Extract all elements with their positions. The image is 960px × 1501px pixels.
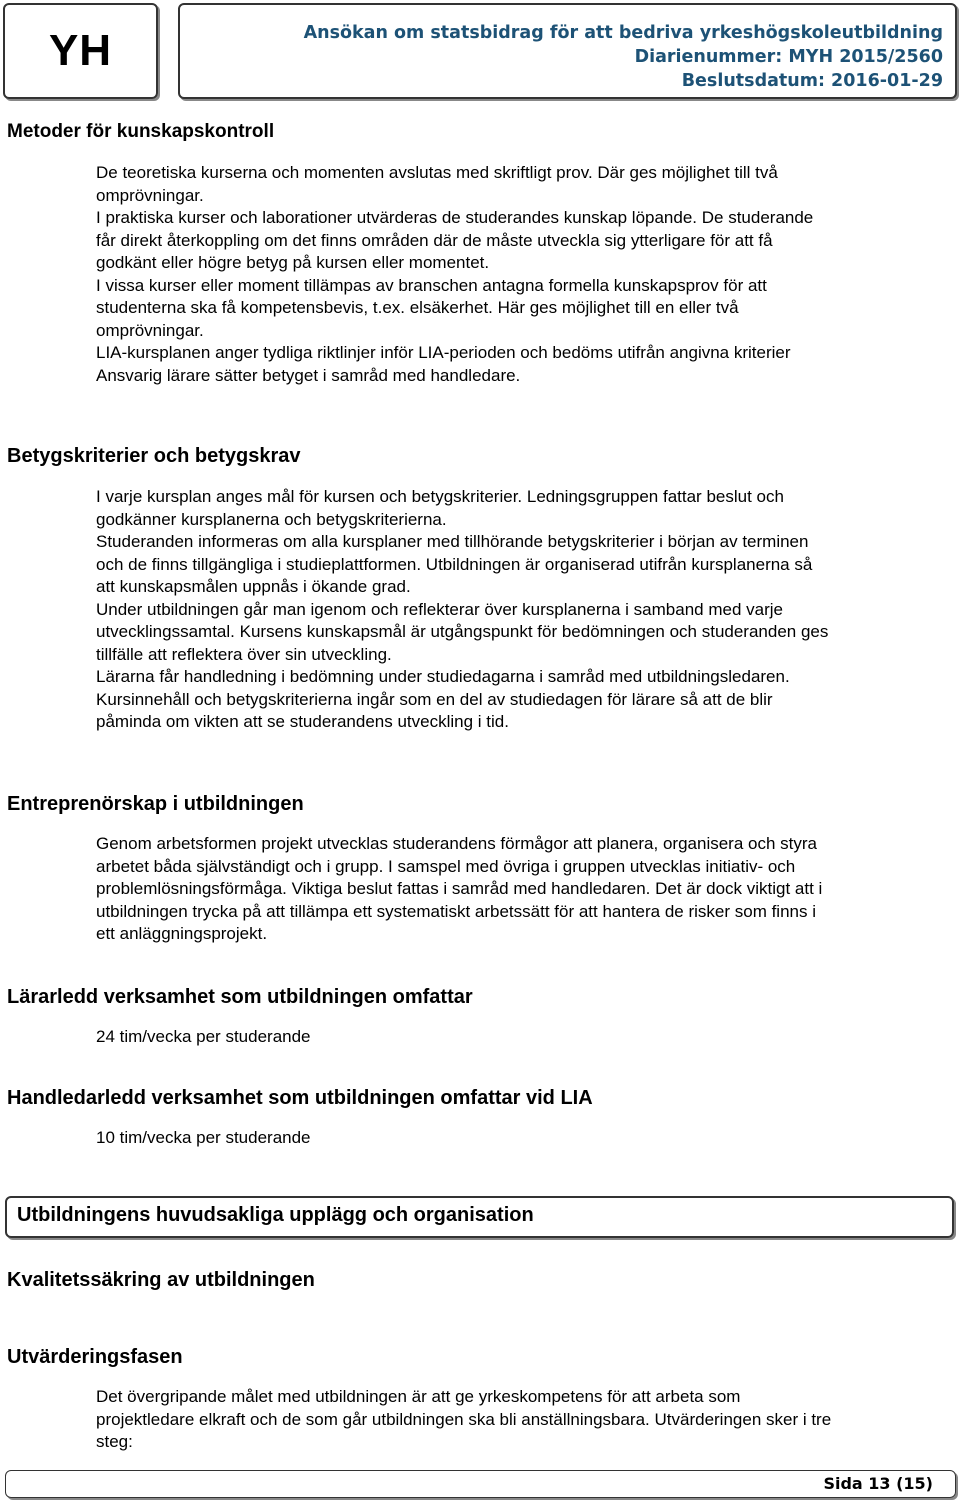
- heading-upplagg: Utbildningens huvudsakliga upplägg och organisation: [17, 1204, 534, 1226]
- heading-metoder: Metoder för kunskapskontroll: [7, 121, 275, 142]
- text-line: Kursinnehåll och betygskriterierna ingår som en del av studiedagen för lärare så att de blir: [96, 689, 773, 709]
- text-line: tillfälle att reflektera över sin utveckling.: [96, 644, 392, 664]
- paragraph-betyg: [96, 486, 956, 734]
- heading-utvardering: Utvärderingsfasen: [7, 1346, 183, 1368]
- text-line: och de finns tillgängliga i studieplattformen. Utbildningen är organiserad utifrån kursplanerna så: [96, 554, 813, 574]
- text-line: godkänner kursplanerna och betygskriterierna.: [96, 509, 447, 529]
- text-line: arbetet båda självständigt och i grupp. I samspel med övriga i gruppen utvecklas initiativ- och: [96, 856, 796, 876]
- text-line: I varje kursplan anges mål för kursen och betygskriterier. Ledningsgruppen fattar beslut och: [96, 487, 784, 506]
- heading-lararledd: Lärarledd verksamhet som utbildningen omfattar: [7, 986, 473, 1008]
- text-line: Det övergripande målet med utbildningen är att ge yrkeskompetens för att arbeta som: [96, 1387, 741, 1406]
- heading-handledarledd: Handledarledd verksamhet som utbildningen omfattar vid LIA: [7, 1087, 593, 1109]
- text-line: Genom arbetsformen projekt utvecklas studerandens förmågor att planera, organisera och styra: [96, 834, 817, 853]
- text-line: De teoretiska kurserna och momenten avslutas med skriftligt prov. Där ges möjlighet till två: [96, 163, 778, 182]
- text-line: omprövningar.: [96, 320, 204, 340]
- section-box-upplagg: [5, 1196, 954, 1238]
- text-line: Under utbildningen går man igenom och reflekterar över kursplanerna i samband med varje: [96, 599, 783, 619]
- heading-kvalitet: Kvalitetssäkring av utbildningen: [7, 1269, 315, 1291]
- paragraph-metoder: [96, 162, 956, 387]
- text-line: utvecklingssamtal. Kursens kunskapsmål är utgångspunkt för bedömningen och studeranden ges: [96, 622, 829, 641]
- logo-box: [3, 3, 158, 99]
- text-line: Studeranden informeras om alla kursplaner med tillhörande betygskriterier i början av terminen: [96, 532, 809, 551]
- text-line: LIA-kursplanen anger tydliga riktlinjer inför LIA-perioden och bedöms utifrån angivna kriterier: [96, 343, 791, 362]
- text-line: 24 tim/vecka per studerande: [96, 1027, 311, 1046]
- text-line: projektledare elkraft och de som går utbildningen ska bli anställningsbara. Utvärderingen sker i tre: [96, 1409, 832, 1429]
- text-line: godkänt eller högre betyg på kursen eller momentet.: [96, 253, 490, 272]
- text-line: Lärarna får handledning i bedömning under studiedagarna i samråd med utbildningsledaren.: [96, 667, 790, 686]
- document-title: Ansökan om statsbidrag för att bedriva yrkeshögskoleutbildning: [303, 23, 943, 43]
- text-line: steg:: [96, 1432, 133, 1451]
- text-line: problemlösningsförmåga. Viktiga beslut fattas i samråd med handledaren. Det är dock viktigt att i: [96, 879, 823, 898]
- text-line: utbildningen trycka på att tillämpa ett systematiskt arbetssätt för att hantera de risker som finns i: [96, 901, 816, 921]
- text-line: studenterna ska få kompetensbevis, t.ex. elsäkerhet. Här ges möjlighet till en eller två: [96, 298, 739, 317]
- heading-entreprenorskap: Entreprenörskap i utbildningen: [7, 793, 304, 815]
- text-line: I vissa kurser eller moment tillämpas av branschen antagna formella kunskapsprov för att: [96, 275, 767, 295]
- paragraph-entreprenorskap: [96, 833, 956, 946]
- text-line: Ansvarig lärare sätter betyget i samråd med handledare.: [96, 365, 521, 385]
- text-line: påminda om vikten att se studerandens utveckling i tid.: [96, 712, 509, 731]
- beslutsdatum: Beslutsdatum: 2016-01-29: [681, 71, 943, 91]
- document-header: [178, 3, 957, 99]
- text-line: I praktiska kurser och laborationer utvärderas de studerandes kunskap löpande. De studerande: [96, 208, 814, 227]
- text-line: 10 tim/vecka per studerande: [96, 1128, 311, 1147]
- diarienummer: Diarienummer: MYH 2015/2560: [634, 47, 943, 67]
- text-line: ett anläggningsprojekt.: [96, 924, 268, 943]
- value-handledarledd: [96, 1127, 956, 1150]
- value-lararledd: [96, 1026, 956, 1049]
- page-footer: [5, 1470, 956, 1498]
- text-line: att kunskapsmålen uppnås i ökande grad.: [96, 577, 411, 596]
- text-line: får direkt återkoppling om det finns områden där de måste utveckla sig ytterligare för att få: [96, 230, 773, 250]
- heading-betyg: Betygskriterier och betygskrav: [7, 445, 301, 467]
- page-number: Sida 13 (15): [823, 1474, 933, 1493]
- paragraph-utvardering: [96, 1386, 956, 1454]
- logo: YH: [48, 26, 113, 75]
- text-line: omprövningar.: [96, 185, 204, 205]
